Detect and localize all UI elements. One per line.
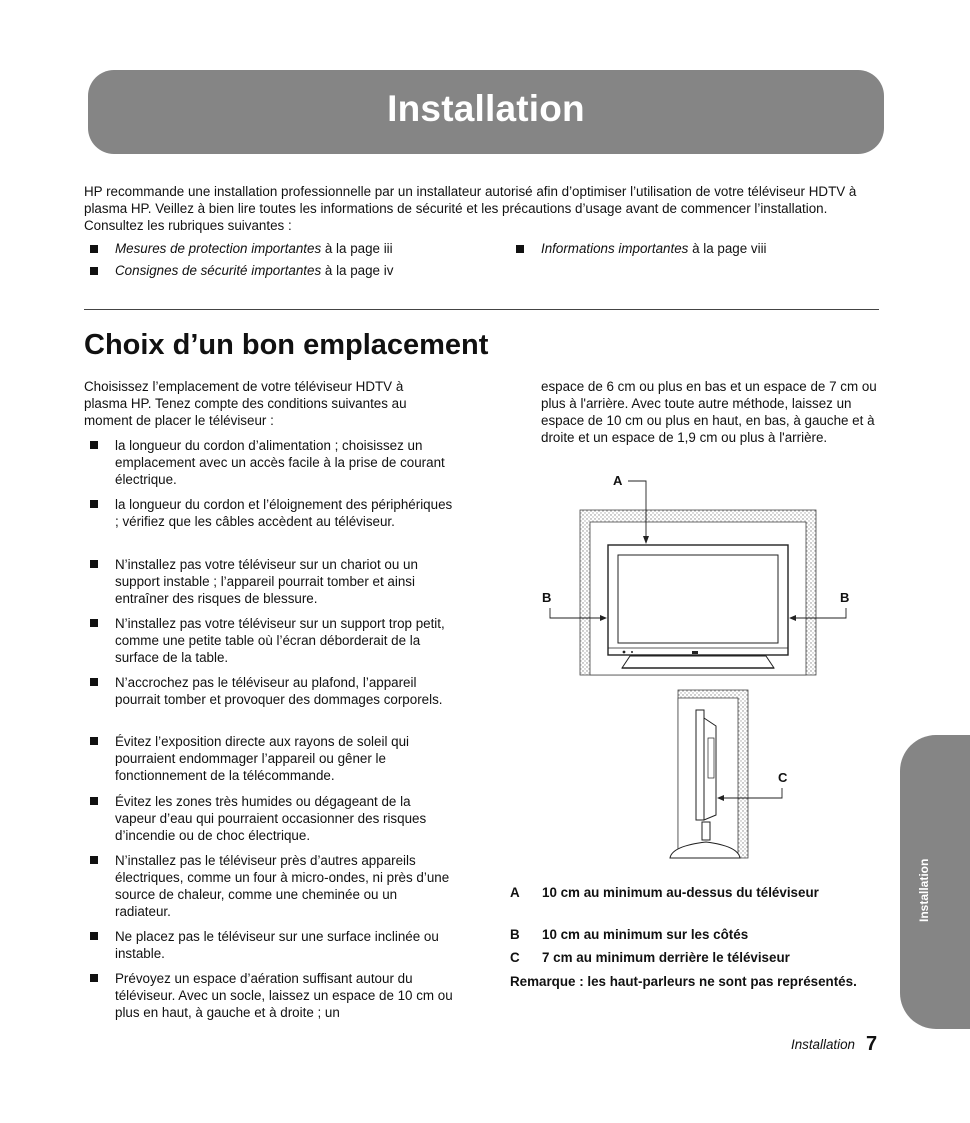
bullet-square-icon — [90, 267, 98, 275]
footer-section: Installation — [790, 1037, 855, 1052]
intro-link-item: Consignes de sécurité importantes à la page iv — [90, 262, 393, 279]
intro-link-item: Informations importantes à la page viii — [516, 240, 767, 257]
list-item: N’installez pas votre téléviseur sur un chariot ou un support instable ; l’appareil pourrait tomber et ainsi entraîner des risques de blessure. — [115, 556, 455, 607]
list-item: Évitez l’exposition directe aux rayons de soleil qui pourraient endommager l’appareil ou gêner le fonctionnement de la télécommande. — [115, 733, 455, 784]
bullet-square-icon — [90, 737, 98, 745]
link-title[interactable]: Consignes de sécurité importantes — [115, 263, 322, 278]
bullet-square-icon — [90, 856, 98, 864]
section-divider — [84, 309, 879, 310]
front-view — [580, 510, 816, 675]
page-number: 7 — [866, 1033, 878, 1055]
label-b-right: B — [840, 590, 850, 605]
list-item: N’installez pas le téléviseur près d’autres appareils électriques, comme un four à micro-ondes, ni près d’une source de chaleur, comme une cheminée ou un radiateur. — [115, 852, 455, 920]
side-tab-label: Installation — [917, 858, 931, 922]
label-a: A — [613, 473, 623, 488]
section-heading: Choix d’un bon emplacement — [84, 329, 489, 361]
intro-link-item: Mesures de protection importantes à la page iii — [90, 240, 393, 257]
bullet-square-icon — [516, 245, 524, 253]
bullet-square-icon — [90, 619, 98, 627]
list-item: Ne placez pas le téléviseur sur une surface inclinée ou instable. — [115, 928, 455, 962]
bullet-square-icon — [90, 500, 98, 508]
intro-paragraph: HP recommande une installation professionnelle par un installateur autorisé afin d’optimiser l’utilisation de votre téléviseur HDTV à plasma HP. Veillez à bien lire toutes les informations de sécurité et les précautions d’usage avant de commencer l’installation. Consultez les rubriques suivantes : — [84, 184, 857, 233]
list-item: la longueur du cordon et l’éloignement des périphériques ; vérifiez que les câbles accèdent au téléviseur. — [115, 496, 455, 530]
clearance-diagram — [530, 470, 850, 865]
list-item: N’accrochez pas le téléviseur au plafond, l’appareil pourrait tomber et provoquer des dommages corporels. — [115, 674, 455, 708]
bullet-square-icon — [90, 560, 98, 568]
list-item: Prévoyez un espace d’aération suffisant autour du téléviseur. Avec un socle, laissez un espace de 10 cm ou plus en haut, à gauche et à droite ; un — [115, 970, 455, 1021]
list-item: N’installez pas votre téléviseur sur un support trop petit, comme une petite table où l’écran déborderait de la surface de la table. — [115, 615, 455, 666]
label-c: C — [778, 770, 788, 785]
link-title[interactable]: Mesures de protection importantes — [115, 241, 322, 256]
label-b-left: B — [542, 590, 552, 605]
bullet-square-icon — [90, 932, 98, 940]
bullet-square-icon — [90, 441, 98, 449]
title-banner — [88, 70, 884, 154]
list-item: la longueur du cordon d’alimentation ; choisissez un emplacement avec un accès facile à la prise de courant électrique. — [115, 437, 455, 488]
side-tab — [900, 735, 970, 1029]
side-view — [670, 690, 748, 858]
section-intro: Choisissez l’emplacement de votre téléviseur HDTV à plasma HP. Tenez compte des conditions suivantes au moment de placer le téléviseur : — [84, 379, 407, 428]
link-title[interactable]: Informations importantes — [541, 241, 689, 256]
list-item: Évitez les zones très humides ou dégageant de la vapeur d’eau qui pourraient occasionner des risques d’incendie ou de choc électrique. — [115, 793, 455, 844]
bullet-square-icon — [90, 245, 98, 253]
bullet-square-icon — [90, 797, 98, 805]
continued-paragraph: espace de 6 cm ou plus en bas et un espace de 7 cm ou plus à l'arrière. Avec toute autre méthode, laissez un espace de 10 cm ou plus en haut, en bas, à gauche et à droite et un espace de 1,9 cm ou plus à l'arrière. — [541, 379, 877, 445]
bullet-square-icon — [90, 974, 98, 982]
note: Remarque : les haut-parleurs ne sont pas représentés. — [510, 974, 857, 989]
bullet-square-icon — [90, 678, 98, 686]
page-title: Installation — [387, 88, 585, 129]
